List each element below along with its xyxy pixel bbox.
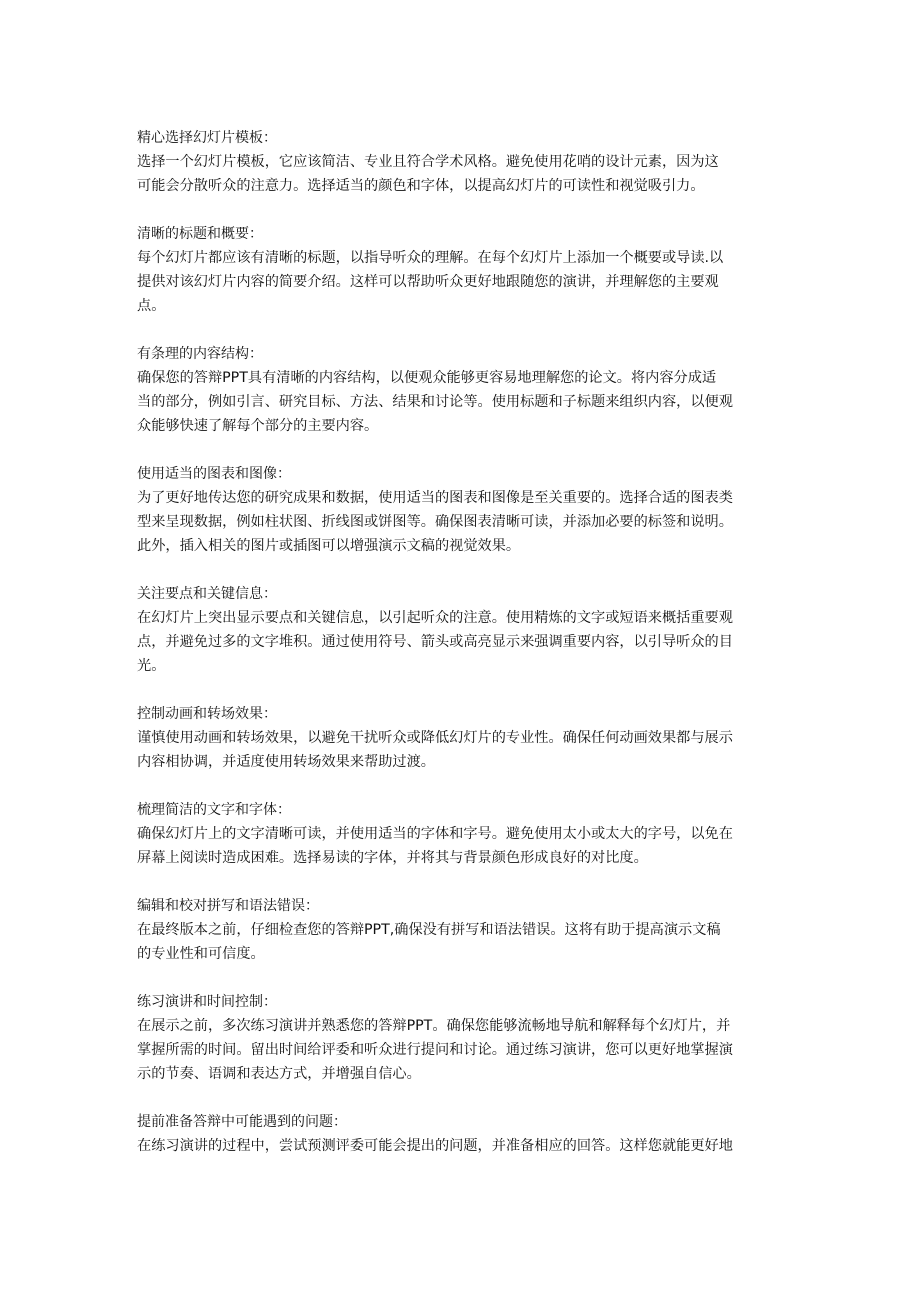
document-page xyxy=(137,126,797,1182)
section-key-points xyxy=(137,582,797,678)
paragraph-line: 掌握所需的时间。留出时间给评委和听众进行提问和讨论。通过练习演讲，您可以更好地掌握演 xyxy=(137,1042,733,1058)
paragraph-line: 在幻灯片上突出显示要点和关键信息，以引起听众的注意。使用精炼的文字或短语来概括重要观 xyxy=(137,610,733,626)
section-heading: 使用适当的图表和图像： xyxy=(137,466,291,482)
section-heading: 关注要点和关键信息： xyxy=(137,586,277,602)
paragraph-line: 提供对该幻灯片内容的简要介绍。这样可以帮助听众更好地跟随您的演讲，并理解您的主要观 xyxy=(137,274,719,290)
paragraph-line: 屏幕上阅读时造成困难。选择易读的字体，并将其与背景颜色形成良好的对比度。 xyxy=(137,850,648,866)
paragraph-line: 在最终版本之前，仔细检查您的答辩PPT,确保没有拼写和语法错误。这将有助于提高演示文稿 xyxy=(137,922,721,938)
section-heading: 清晰的标题和概要： xyxy=(137,226,263,242)
paragraph-line: 在展示之前，多次练习演讲并熟悉您的答辩PPT。确保您能够流畅地导航和解释每个幻灯片，并 xyxy=(137,1018,731,1034)
section-heading: 控制动画和转场效果： xyxy=(137,706,277,722)
section-typography xyxy=(137,798,797,870)
paragraph-line: 确保幻灯片上的文字清晰可读，并使用适当的字体和字号。避免使用太小或太大的字号，以免在 xyxy=(137,826,733,842)
section-heading: 练习演讲和时间控制： xyxy=(137,994,277,1010)
paragraph-line: 此外，插入相关的图片或插图可以增强演示文稿的视觉效果。 xyxy=(137,538,521,554)
section-heading: 精心选择幻灯片模板： xyxy=(137,130,277,146)
section-structure xyxy=(137,342,797,438)
paragraph-line: 可能会分散听众的注意力。选择适当的颜色和字体，以提高幻灯片的可读性和视觉吸引力。 xyxy=(137,178,705,194)
paragraph-line: 的专业性和可信度。 xyxy=(137,946,265,962)
section-rehearsal xyxy=(137,990,797,1086)
section-animation xyxy=(137,702,797,774)
section-heading: 提前准备答辩中可能遇到的问题： xyxy=(137,1114,347,1130)
section-heading: 编辑和校对拼写和语法错误： xyxy=(137,898,319,914)
paragraph-line: 为了更好地传达您的研究成果和数据，使用适当的图表和图像是至关重要的。选择合适的图表类 xyxy=(137,490,733,506)
paragraph-line: 内容相协调，并适度使用转场效果来帮助过渡。 xyxy=(137,754,435,770)
paragraph-line: 众能够快速了解每个部分的主要内容。 xyxy=(137,418,379,434)
paragraph-line: 型来呈现数据，例如柱状图、折线图或饼图等。确保图表清晰可读，并添加必要的标签和说明。 xyxy=(137,514,733,530)
paragraph-line: 谨慎使用动画和转场效果，以避免干扰听众或降低幻灯片的专业性。确保任何动画效果都与展示 xyxy=(137,730,733,746)
paragraph-line: 光。 xyxy=(137,658,166,674)
section-charts xyxy=(137,462,797,558)
section-heading: 梳理简洁的文字和字体： xyxy=(137,802,291,818)
paragraph-line: 点。 xyxy=(137,298,166,314)
section-template xyxy=(137,126,797,198)
paragraph-line: 在练习演讲的过程中，尝试预测评委可能会提出的问题，并准备相应的回答。这样您就能更好地 xyxy=(137,1138,733,1154)
section-proofreading xyxy=(137,894,797,966)
paragraph-line: 点，并避免过多的文字堆积。通过使用符号、箭头或高亮显示来强调重要内容，以引导听众的目 xyxy=(137,634,733,650)
paragraph-line: 确保您的答辩PPT具有清晰的内容结构，以便观众能够更容易地理解您的论文。将内容分成适 xyxy=(137,370,717,386)
paragraph-line: 示的节奏、语调和表达方式，并增强自信心。 xyxy=(137,1066,421,1082)
section-titles xyxy=(137,222,797,318)
section-heading: 有条理的内容结构： xyxy=(137,346,263,362)
paragraph-line: 每个幻灯片都应该有清晰的标题，以指导听众的理解。在每个幻灯片上添加一个概要或导读.以 xyxy=(137,250,724,266)
paragraph-line: 当的部分，例如引言、研究目标、方法、结果和讨论等。使用标题和子标题来组织内容，以便观 xyxy=(137,394,733,410)
paragraph-line: 选择一个幻灯片模板，它应该简洁、专业且符合学术风格。避免使用花哨的设计元素，因为这 xyxy=(137,154,719,170)
section-questions xyxy=(137,1110,797,1158)
